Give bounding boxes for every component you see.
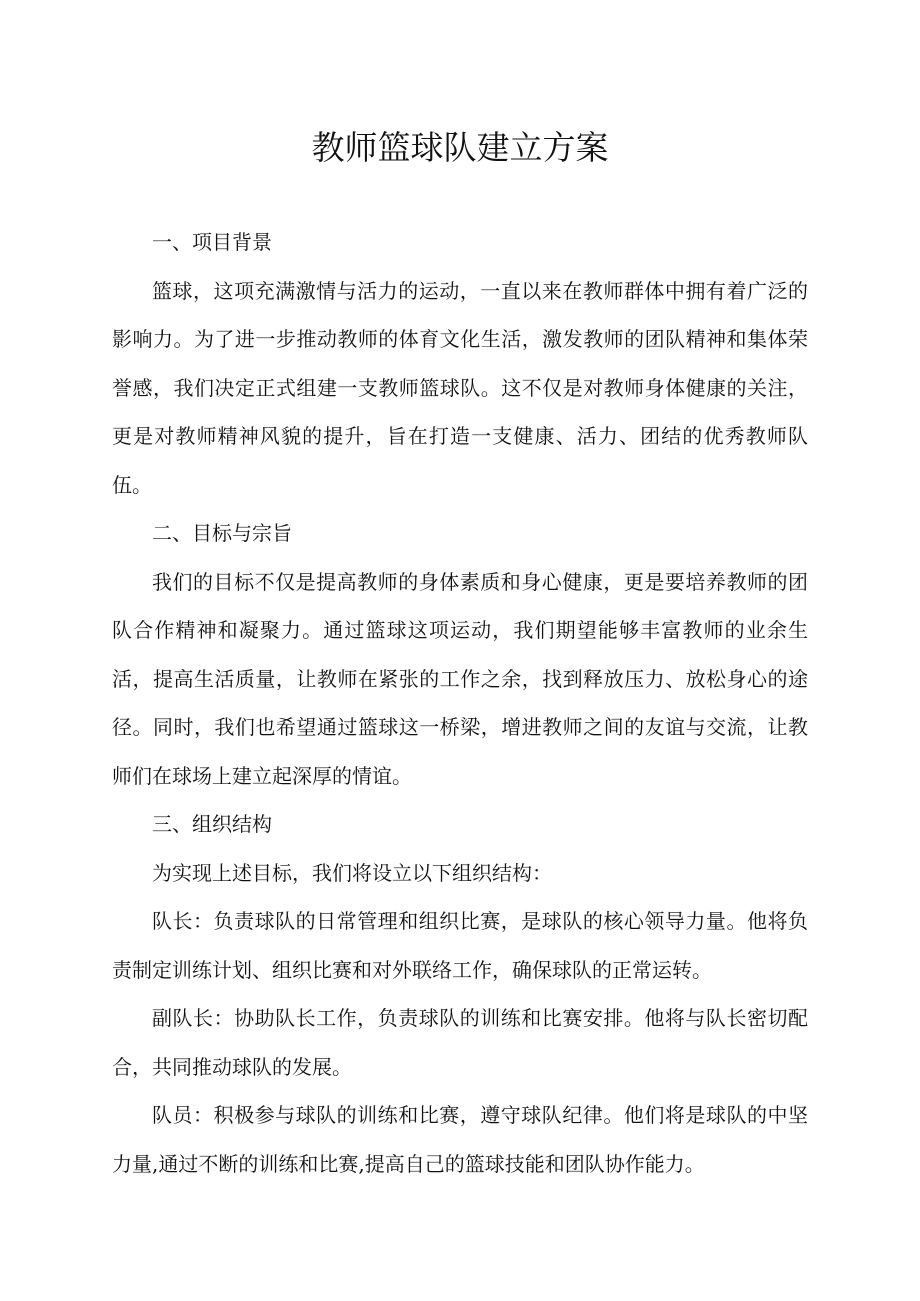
paragraph-goals: 我们的目标不仅是提高教师的身体素质和身心健康，更是要培养教师的团队合作精神和凝聚力。通过篮球这项运动，我们期望能够丰富教师的业余生活，提高生活质量，让教师在紧张的工作之余，找到释放压力、放松身心的途径。同时，我们也希望通过篮球这一桥梁，增进教师之间的友谊与交流，让教师们在球场上建立起深厚的情谊。	[112, 569, 808, 788]
document-title: 教师篮球队建立方案	[311, 128, 609, 167]
section-heading-organization: 三、组织结构	[152, 812, 272, 836]
document-body	[112, 218, 808, 1188]
paragraph-members: 队员：积极参与球队的训练和比赛，遵守球队纪律。他们将是球队的中坚力量,通过不断的训练和比赛,提高自己的篮球技能和团队协作能力。	[112, 1103, 808, 1176]
paragraph-captain: 队长：负责球队的日常管理和组织比赛，是球队的核心领导力量。他将负责制定训练计划、组织比赛和对外联络工作，确保球队的正常运转。	[112, 909, 808, 982]
paragraph-background: 篮球，这项充满激情与活力的运动，一直以来在教师群体中拥有着广泛的影响力。为了进一步推动教师的体育文化生活，激发教师的团队精神和集体荣誉感，我们决定正式组建一支教师篮球队。这不仅是对教师身体健康的关注，更是对教师精神风貌的提升，旨在打造一支健康、活力、团结的优秀教师队伍。	[112, 278, 808, 497]
section-heading-background: 一、项目背景	[152, 230, 272, 254]
paragraph-vice-captain: 副队长：协助队长工作，负责球队的训练和比赛安排。他将与队长密切配合，共同推动球队的发展。	[112, 1006, 808, 1079]
paragraph-organization-intro: 为实现上述目标，我们将设立以下组织结构：	[152, 860, 552, 885]
section-heading-goals: 二、目标与宗旨	[152, 521, 292, 545]
